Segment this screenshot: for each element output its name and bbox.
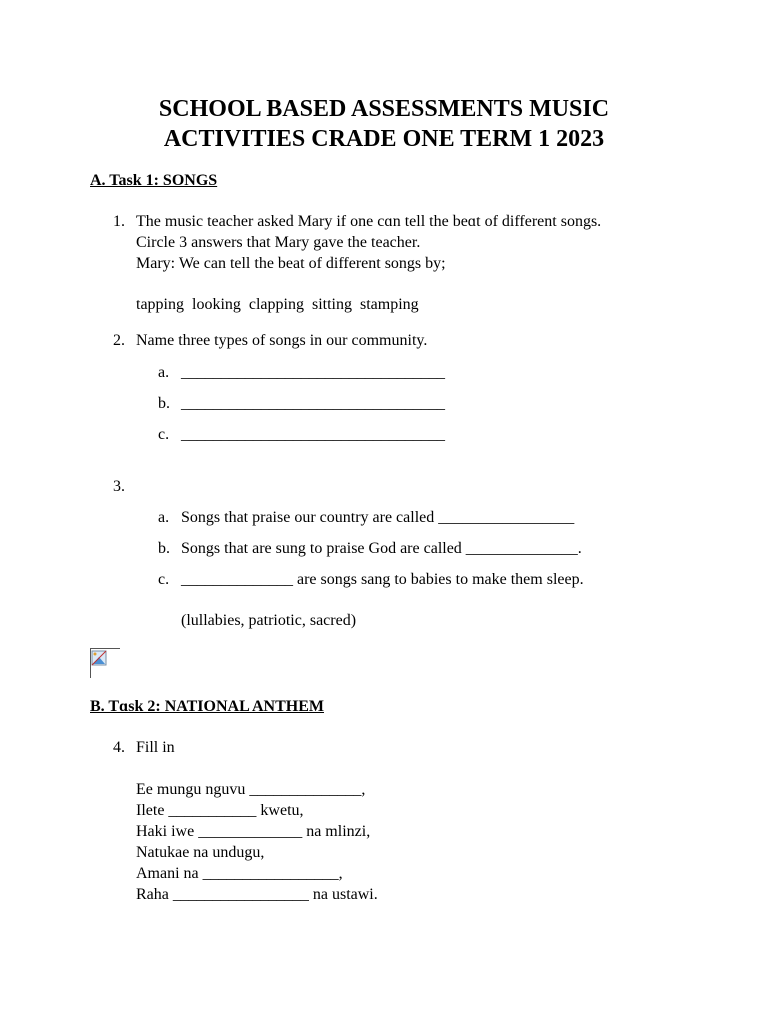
q1-line-2: Circle 3 answers that Mary gave the teacher.	[136, 234, 421, 251]
q2-item-a-blank[interactable]: _________________________________	[181, 364, 445, 381]
q1-line-3: Mary: We can tell the beat of different songs by;	[136, 255, 446, 272]
page-title	[0, 94, 768, 154]
anthem-line-1[interactable]: Ee mungu nguvu ______________,	[136, 781, 366, 798]
section-b-heading: B. Tɑsk 2: NATIONAL ANTHEM	[90, 698, 324, 715]
q4-number: 4.	[113, 739, 125, 756]
anthem-line-2[interactable]: Ilete ___________ kwetu,	[136, 802, 304, 819]
title-line-1: SCHOOL BASED ASSESSMENTS MUSIC	[158, 96, 610, 122]
q1-line-1: The music teacher asked Mary if one cɑn tell the beɑt of different songs.	[136, 213, 602, 230]
q3-a-text: Songs that praise our country are called _________________	[181, 509, 575, 526]
anthem-line-3[interactable]: Haki iwe _____________ na mlinzi,	[136, 823, 371, 840]
anthem-line-5[interactable]: Amani na _________________,	[136, 865, 343, 882]
q1-number: 1.	[113, 213, 125, 230]
q2-item-c-label: c.	[158, 426, 170, 443]
title-line-2: ACTIVITIES CRADE ONE TERM 1 2023	[163, 126, 605, 152]
section-a-heading: A. Task 1: SONGS	[90, 172, 218, 189]
q2-text: Name three types of songs in our community.	[136, 332, 428, 349]
q2-item-b-label: b.	[158, 395, 170, 412]
q4-text: Fill in	[136, 739, 175, 756]
broken-image-icon	[90, 648, 120, 678]
q3-number: 3.	[113, 478, 125, 495]
q2-number: 2.	[113, 332, 125, 349]
q1-options: tapping looking clapping sitting stamping	[136, 296, 419, 313]
q3-choices: (lullabies, patriotic, sacred)	[181, 612, 357, 629]
q3-c-text: ______________ are songs sang to babies to make them sleep.	[181, 571, 584, 588]
anthem-line-4: Natukae na undugu,	[136, 844, 265, 861]
q3-b-text: Songs that are sung to praise God are called ______________.	[181, 540, 582, 557]
q3-b-label: b.	[158, 540, 170, 557]
q2-item-b-blank[interactable]: _________________________________	[181, 395, 445, 412]
q3-a-label: a.	[158, 509, 170, 526]
q2-item-a-label: a.	[158, 364, 170, 381]
anthem-line-6[interactable]: Raha _________________ na ustawi.	[136, 886, 378, 903]
q2-item-c-blank[interactable]: _________________________________	[181, 426, 445, 443]
q3-c-label: c.	[158, 571, 170, 588]
